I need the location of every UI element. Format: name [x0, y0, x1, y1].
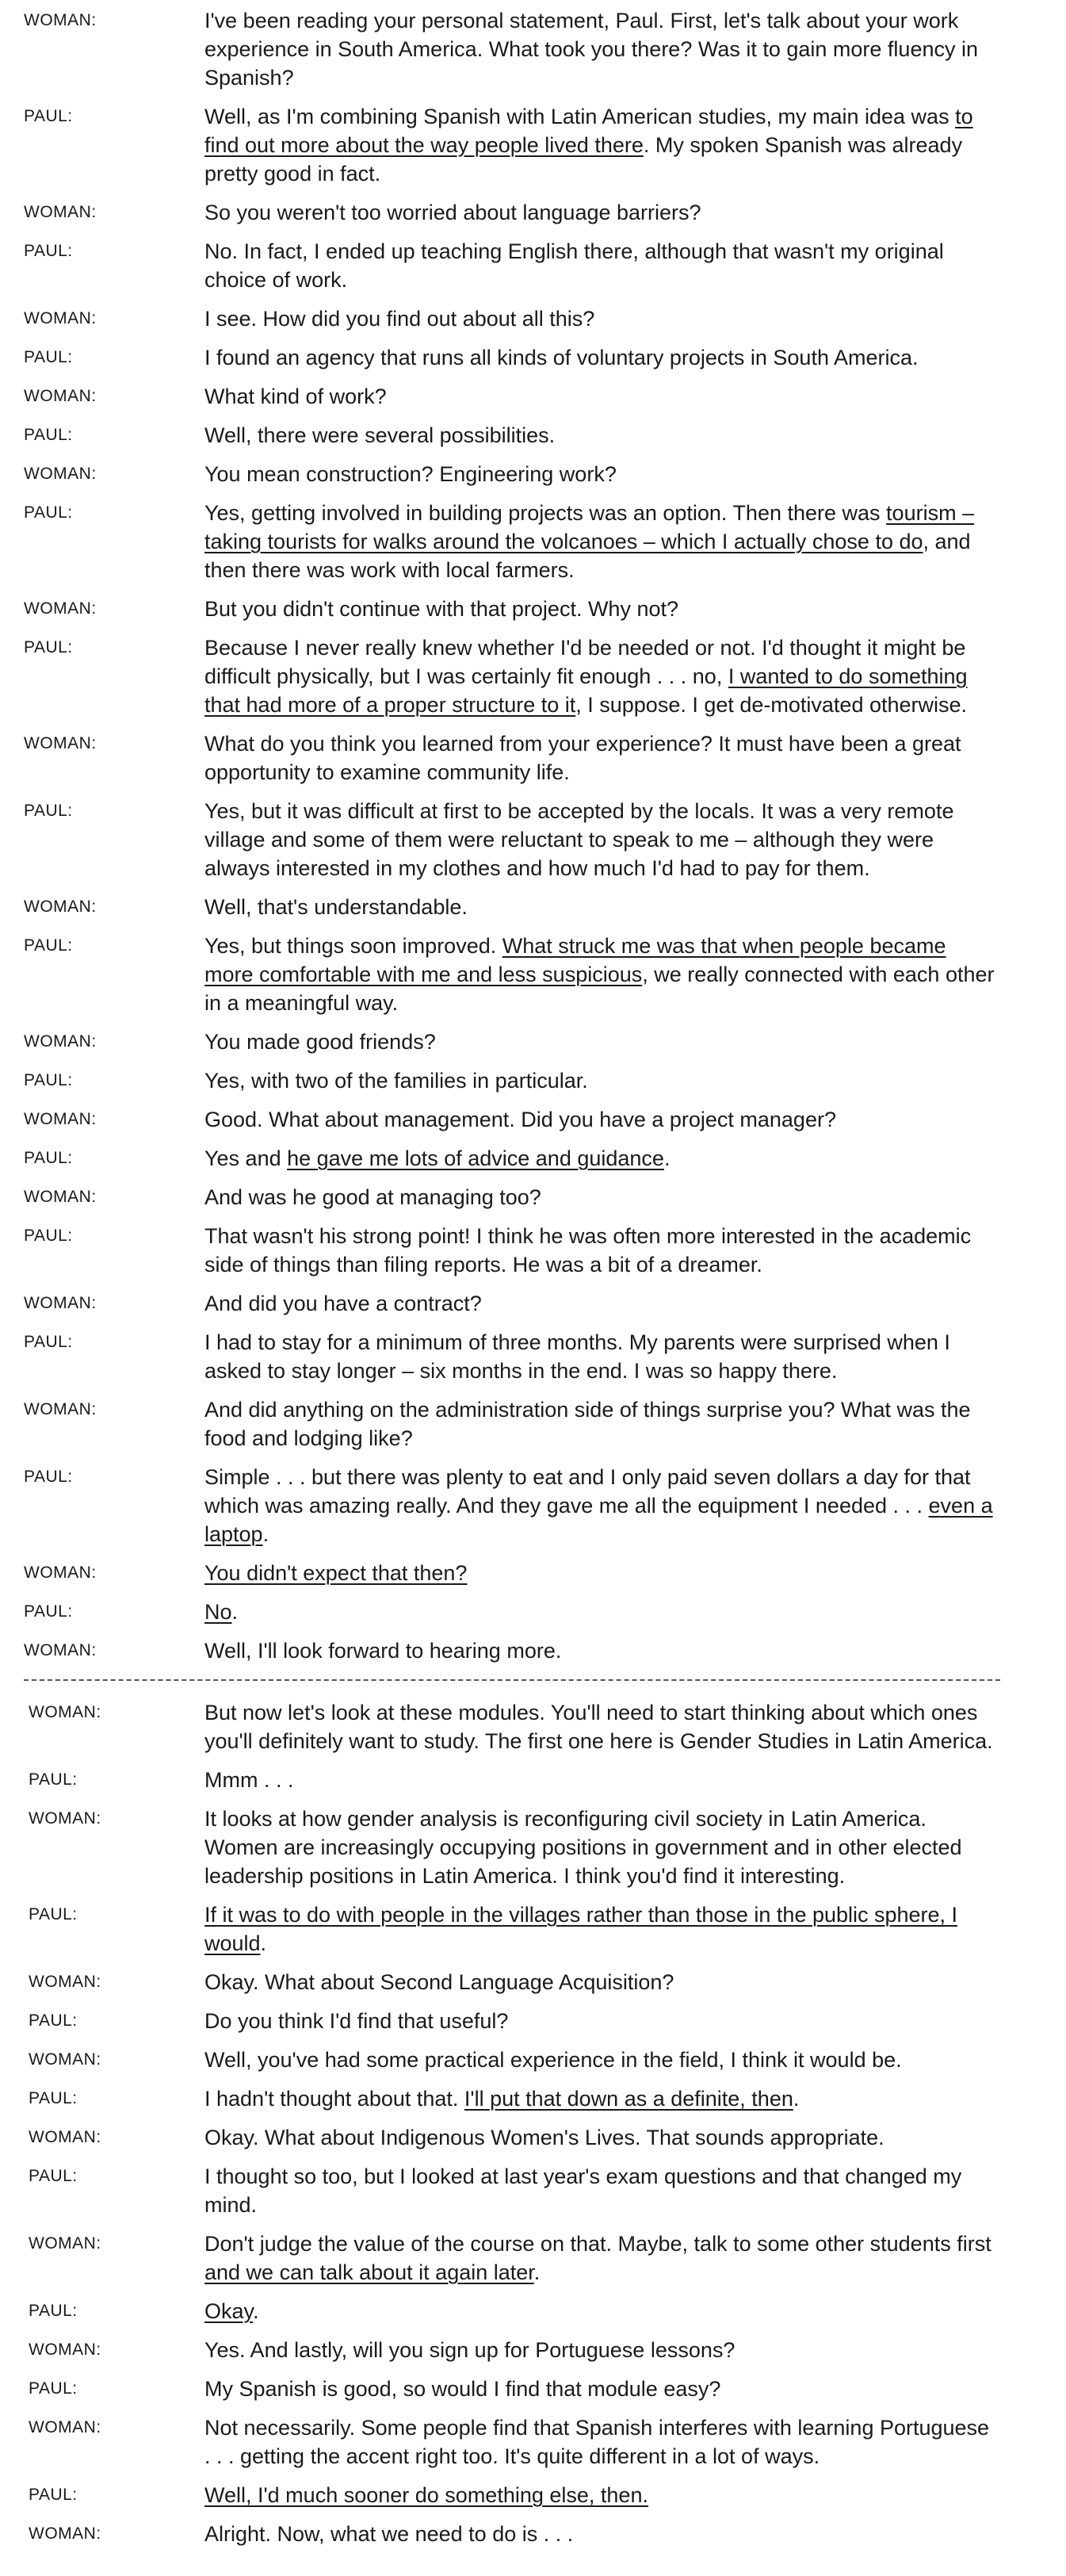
- speech-segment: Yes, with two of the families in particular.: [204, 1069, 588, 1093]
- speech-segment: I hadn't thought about that.: [204, 2087, 464, 2111]
- transcript-section: [24, 1698, 1034, 2548]
- dialogue-turn: [24, 2084, 1034, 2113]
- dialogue-turn: [24, 460, 1034, 488]
- speech-text: [204, 729, 997, 787]
- speech-text: [204, 1766, 997, 1794]
- dialogue-turn: [24, 1636, 1034, 1665]
- speaker-label: PAUL:: [29, 2379, 78, 2398]
- speech-segment: Mmm . . .: [204, 1768, 294, 1792]
- speaker-label: WOMAN:: [29, 1809, 101, 1828]
- speaker-label: PAUL:: [29, 2486, 78, 2504]
- speech-text: [204, 1028, 997, 1056]
- dialogue-turn: [24, 1805, 1034, 1890]
- speaker-label: WOMAN:: [24, 1188, 97, 1206]
- speech-segment: Because I never really knew whether I'd be needed or not. I'd thought it might be difficult physically, but I was certainly fit enough . . . no,: [204, 636, 966, 688]
- speaker-label: WOMAN:: [29, 2128, 101, 2146]
- speaker-label: WOMAN:: [24, 1032, 97, 1051]
- speech-text: [204, 1598, 997, 1626]
- speech-text: [204, 1395, 997, 1453]
- speech-text: [204, 1222, 997, 1279]
- dialogue-turn: [24, 932, 1034, 1017]
- underlined-answer: even a laptop: [204, 1494, 993, 1546]
- speech-text: [204, 1144, 997, 1173]
- speech-segment: And did you have a contract?: [204, 1292, 482, 1315]
- speech-segment: I found an agency that runs all kinds of voluntary projects in South America.: [204, 346, 919, 369]
- dialogue-turn: [24, 2375, 1034, 2403]
- speech-text: [204, 1066, 997, 1095]
- speech-segment: My Spanish is good, so would I find that module easy?: [204, 2377, 721, 2401]
- speech-text: [204, 2230, 997, 2287]
- speech-segment: Do you think I'd find that useful?: [204, 2009, 509, 2033]
- speaker-label: WOMAN:: [24, 309, 97, 327]
- dialogue-turn: [24, 382, 1034, 411]
- dialogue-turn: [24, 102, 1034, 188]
- speech-text: [204, 1968, 997, 1996]
- dialogue-turn: [24, 1222, 1034, 1279]
- transcript-section: [24, 6, 1034, 1665]
- speech-segment: Well, I'll look forward to hearing more.: [204, 1639, 562, 1663]
- dialogue-turn: [24, 198, 1034, 227]
- speech-segment: You made good friends?: [204, 1030, 436, 1054]
- speech-segment: Well, as I'm combining Spanish with Latin American studies, my main idea was: [204, 105, 956, 128]
- dialogue-turn: [24, 304, 1034, 333]
- speaker-label: WOMAN:: [24, 599, 97, 618]
- dialogue-turn: [24, 499, 1034, 584]
- underlined-answer: tourism – taking tourists for walks around the volcanoes – which I actually chose to do: [204, 501, 975, 553]
- dialogue-turn: [24, 1463, 1034, 1548]
- speech-text: [204, 382, 997, 411]
- dialogue-turn: [24, 2520, 1034, 2548]
- dialogue-turn: [24, 2413, 1034, 2471]
- speech-text: [204, 2046, 997, 2074]
- underlined-answer: No: [204, 1600, 232, 1624]
- speech-text: [204, 499, 997, 584]
- speech-segment: , we really connected with each other in a meaningful way.: [204, 963, 995, 1015]
- dialogue-turn: [24, 1598, 1034, 1626]
- speaker-label: WOMAN:: [29, 2524, 101, 2543]
- speech-segment: .: [231, 1600, 239, 1624]
- speaker-label: WOMAN:: [29, 2341, 101, 2359]
- speech-segment: And was he good at managing too?: [204, 1185, 541, 1209]
- speaker-label: WOMAN:: [24, 1110, 97, 1128]
- speech-segment: Well, you've had some practical experience in the field, I think it would be.: [204, 2048, 902, 2072]
- speech-text: [204, 633, 997, 719]
- speech-segment: But now let's look at these modules. You'll need to start thinking about which ones you'll definitely want to study. The first one here is Gender Studies in Latin America.: [204, 1701, 993, 1753]
- speech-segment: .: [260, 1931, 267, 1955]
- dialogue-turn: [24, 2230, 1034, 2287]
- speech-segment: Alright. Now, what we need to do is . . .: [204, 2522, 574, 2546]
- speech-text: [204, 1463, 997, 1548]
- speech-segment: .: [663, 1146, 671, 1170]
- speaker-label: WOMAN:: [24, 734, 97, 752]
- speaker-label: PAUL:: [29, 2011, 78, 2030]
- dialogue-turn: [24, 1395, 1034, 1453]
- speaker-label: PAUL:: [24, 638, 73, 656]
- dialogue-turn: [24, 1144, 1034, 1173]
- speaker-label: WOMAN:: [29, 1973, 101, 1991]
- speech-segment: Yes, but things soon improved.: [204, 934, 502, 958]
- dialogue-turn: [24, 893, 1034, 921]
- speech-segment: .: [533, 2260, 541, 2284]
- speech-segment: That wasn't his strong point! I think he was often more interested in the academic side of things than filing reports. He was a bit of a dreamer.: [204, 1224, 972, 1277]
- underlined-answer: he gave me lots of advice and guidance: [287, 1146, 664, 1170]
- speech-segment: .: [253, 2299, 259, 2323]
- speaker-label: PAUL:: [24, 1468, 73, 1486]
- speaker-label: PAUL:: [24, 503, 73, 522]
- underlined-answer: Well, I'd much sooner do something else, then.: [204, 2483, 648, 2507]
- underlined-answer: You didn't expect that then?: [204, 1561, 468, 1585]
- underlined-answer: Okay: [204, 2299, 254, 2323]
- speech-segment: Simple . . . but there was plenty to eat and I only paid seven dollars a day for that which was amazing really. And they gave me all the equipment I needed . . .: [204, 1465, 971, 1518]
- dialogue-turn: [24, 343, 1034, 372]
- speech-segment: And did anything on the administration side of things surprise you? What was the food and lodging like?: [204, 1398, 971, 1450]
- speech-segment: You mean construction? Engineering work?: [204, 462, 617, 486]
- speech-segment: I had to stay for a minimum of three months. My parents were surprised when I asked to stay longer – six months in the end. I was so happy there.: [204, 1330, 950, 1383]
- dialogue-turn: [24, 633, 1034, 719]
- dialogue-turn: [24, 1066, 1034, 1095]
- speech-text: [204, 2162, 997, 2219]
- speaker-label: PAUL:: [24, 426, 73, 444]
- speech-segment: Well, that's understandable.: [204, 895, 468, 919]
- speaker-label: PAUL:: [24, 1149, 73, 1167]
- speaker-label: WOMAN:: [24, 1400, 97, 1418]
- speech-segment: I've been reading your personal statement, Paul. First, let's talk about your work experience in South America. What took you there? Was it to gain more fluency in Spanish?: [204, 9, 978, 90]
- speech-segment: But you didn't continue with that project. Why not?: [204, 597, 678, 621]
- speaker-label: WOMAN:: [29, 2234, 101, 2253]
- speaker-label: WOMAN:: [24, 387, 97, 405]
- speech-segment: No. In fact, I ended up teaching English there, although that wasn't my original choice of work.: [204, 239, 944, 292]
- speech-text: [204, 2336, 997, 2364]
- speech-text: [204, 2297, 997, 2325]
- speech-text: [204, 2481, 997, 2509]
- speaker-label: WOMAN:: [29, 2050, 101, 2069]
- speech-segment: , and then there was work with local farmers.: [204, 530, 971, 582]
- speech-text: [204, 198, 997, 227]
- speech-segment: Yes and: [204, 1146, 288, 1170]
- dialogue-turn: [24, 2297, 1034, 2325]
- speaker-label: WOMAN:: [29, 1703, 101, 1721]
- dialogue-turn: [24, 2046, 1034, 2074]
- section-divider: [24, 1679, 1000, 1681]
- dialogue-turn: [24, 2336, 1034, 2364]
- speech-text: [204, 1698, 997, 1755]
- speech-text: [204, 102, 997, 188]
- speech-text: [204, 1289, 997, 1318]
- speech-text: [204, 421, 997, 450]
- dialogue-turn: [24, 595, 1034, 623]
- speech-segment: Don't judge the value of the course on that. Maybe, talk to some other students first: [204, 2232, 991, 2256]
- speech-segment: I thought so too, but I looked at last year's exam questions and that changed my mind.: [204, 2165, 962, 2217]
- speech-text: [204, 2375, 997, 2403]
- speaker-label: WOMAN:: [24, 898, 97, 916]
- dialogue-turn: [24, 1289, 1034, 1318]
- speech-text: [204, 1636, 997, 1665]
- dialogue-turn: [24, 1105, 1034, 1134]
- dialogue-turn: [24, 2123, 1034, 2152]
- dialogue-turn: [24, 797, 1034, 882]
- speech-segment: Well, there were several possibilities.: [204, 423, 556, 447]
- dialogue-turn: [24, 6, 1034, 92]
- speech-segment: Okay. What about Second Language Acquisition?: [204, 1970, 674, 1994]
- underlined-answer: I'll put that down as a definite, then: [464, 2087, 793, 2111]
- dialogue-turn: [24, 1183, 1034, 1211]
- speech-segment: . My spoken Spanish was already pretty good in fact.: [204, 133, 963, 186]
- speech-segment: Yes, but it was difficult at first to be accepted by the locals. It was a very remote village and some of them were reluctant to speak to me – although they were always interested in my clothes and how much I'd had to pay for them.: [204, 799, 954, 880]
- speaker-label: WOMAN:: [24, 203, 97, 221]
- speaker-label: WOMAN:: [29, 2418, 101, 2436]
- speaker-label: PAUL:: [24, 1227, 73, 1245]
- speech-segment: What kind of work?: [204, 385, 387, 408]
- speech-segment: .: [262, 1522, 269, 1546]
- speaker-label: PAUL:: [24, 802, 73, 820]
- underlined-answer: What struck me was that when people became more comfortable with me and less suspicious: [204, 934, 946, 986]
- dialogue-turn: [24, 1028, 1034, 1056]
- speaker-label: PAUL:: [29, 1905, 78, 1923]
- speech-segment: So you weren't too worried about language barriers?: [204, 201, 701, 224]
- speech-text: [204, 2123, 997, 2152]
- underlined-answer: to find out more about the way people lived there: [204, 105, 973, 157]
- underlined-answer: If it was to do with people in the villages rather than those in the public sphere, I would: [204, 1903, 958, 1955]
- dialogue-turn: [24, 729, 1034, 787]
- dialogue-turn: [24, 1900, 1034, 1958]
- speaker-label: PAUL:: [29, 1770, 78, 1789]
- speech-text: [204, 304, 997, 333]
- speaker-label: PAUL:: [29, 2302, 78, 2320]
- speech-segment: What do you think you learned from your experience? It must have been a great opportunity to examine community life.: [204, 732, 961, 784]
- speech-text: [204, 2007, 997, 2035]
- speech-text: [204, 797, 997, 882]
- speech-segment: , I suppose. I get de-motivated otherwise.: [575, 693, 968, 717]
- speech-text: [204, 1559, 997, 1587]
- speaker-label: PAUL:: [29, 2167, 78, 2185]
- speech-segment: Yes, getting involved in building projects was an option. Then there was: [204, 501, 887, 525]
- speech-text: [204, 1805, 997, 1890]
- speech-segment: Not necessarily. Some people find that Spanish interferes with learning Portuguese . . . getting the accent right too. It's quite different in a lot of ways.: [204, 2416, 990, 2468]
- speaker-label: PAUL:: [24, 242, 73, 260]
- speech-text: [204, 1105, 997, 1134]
- speech-text: [204, 932, 997, 1017]
- underlined-answer: and we can talk about it again later: [204, 2260, 534, 2284]
- speaker-label: PAUL:: [24, 1602, 73, 1621]
- speech-segment: It looks at how gender analysis is reconfiguring civil society in Latin America. Women are increasingly occupying positions in government and in other elected leadership positions in Latin America. I think you'd find it interesting.: [204, 1807, 962, 1888]
- speech-segment: Good. What about management. Did you have a project manager?: [204, 1108, 836, 1131]
- speaker-label: PAUL:: [29, 2089, 78, 2107]
- speech-text: [204, 460, 997, 488]
- speech-text: [204, 6, 997, 92]
- speech-text: [204, 595, 997, 623]
- speech-text: [204, 237, 997, 294]
- speaker-label: WOMAN:: [24, 1294, 97, 1312]
- dialogue-turn: [24, 2481, 1034, 2509]
- dialogue-turn: [24, 237, 1034, 294]
- speech-segment: Yes. And lastly, will you sign up for Portuguese lessons?: [204, 2338, 736, 2362]
- dialogue-turn: [24, 1968, 1034, 1996]
- dialogue-turn: [24, 2162, 1034, 2219]
- speech-text: [204, 1900, 997, 1958]
- speech-text: [204, 893, 997, 921]
- underlined-answer: I wanted to do something that had more of a proper structure to it: [204, 664, 968, 717]
- speaker-label: WOMAN:: [24, 1564, 97, 1582]
- speaker-label: PAUL:: [24, 1333, 73, 1351]
- speech-text: [204, 1183, 997, 1211]
- speech-text: [204, 2413, 997, 2471]
- speech-text: [204, 343, 997, 372]
- speech-text: [204, 1328, 997, 1385]
- speech-segment: I see. How did you find out about all this?: [204, 307, 595, 331]
- speech-text: [204, 2520, 997, 2548]
- speaker-label: PAUL:: [24, 936, 73, 955]
- speech-segment: Okay. What about Indigenous Women's Lives. That sounds appropriate.: [204, 2126, 885, 2149]
- speaker-label: PAUL:: [24, 1071, 73, 1089]
- dialogue-turn: [24, 1698, 1034, 1755]
- speaker-label: WOMAN:: [24, 465, 97, 483]
- speech-segment: .: [793, 2087, 800, 2111]
- dialogue-turn: [24, 1766, 1034, 1794]
- speaker-label: PAUL:: [24, 107, 73, 125]
- dialogue-turn: [24, 1328, 1034, 1385]
- dialogue-turn: [24, 1559, 1034, 1587]
- speaker-label: PAUL:: [24, 348, 73, 366]
- speaker-label: WOMAN:: [24, 11, 97, 29]
- speaker-label: WOMAN:: [24, 1641, 97, 1659]
- speech-text: [204, 2084, 997, 2113]
- dialogue-turn: [24, 421, 1034, 450]
- dialogue-turn: [24, 2007, 1034, 2035]
